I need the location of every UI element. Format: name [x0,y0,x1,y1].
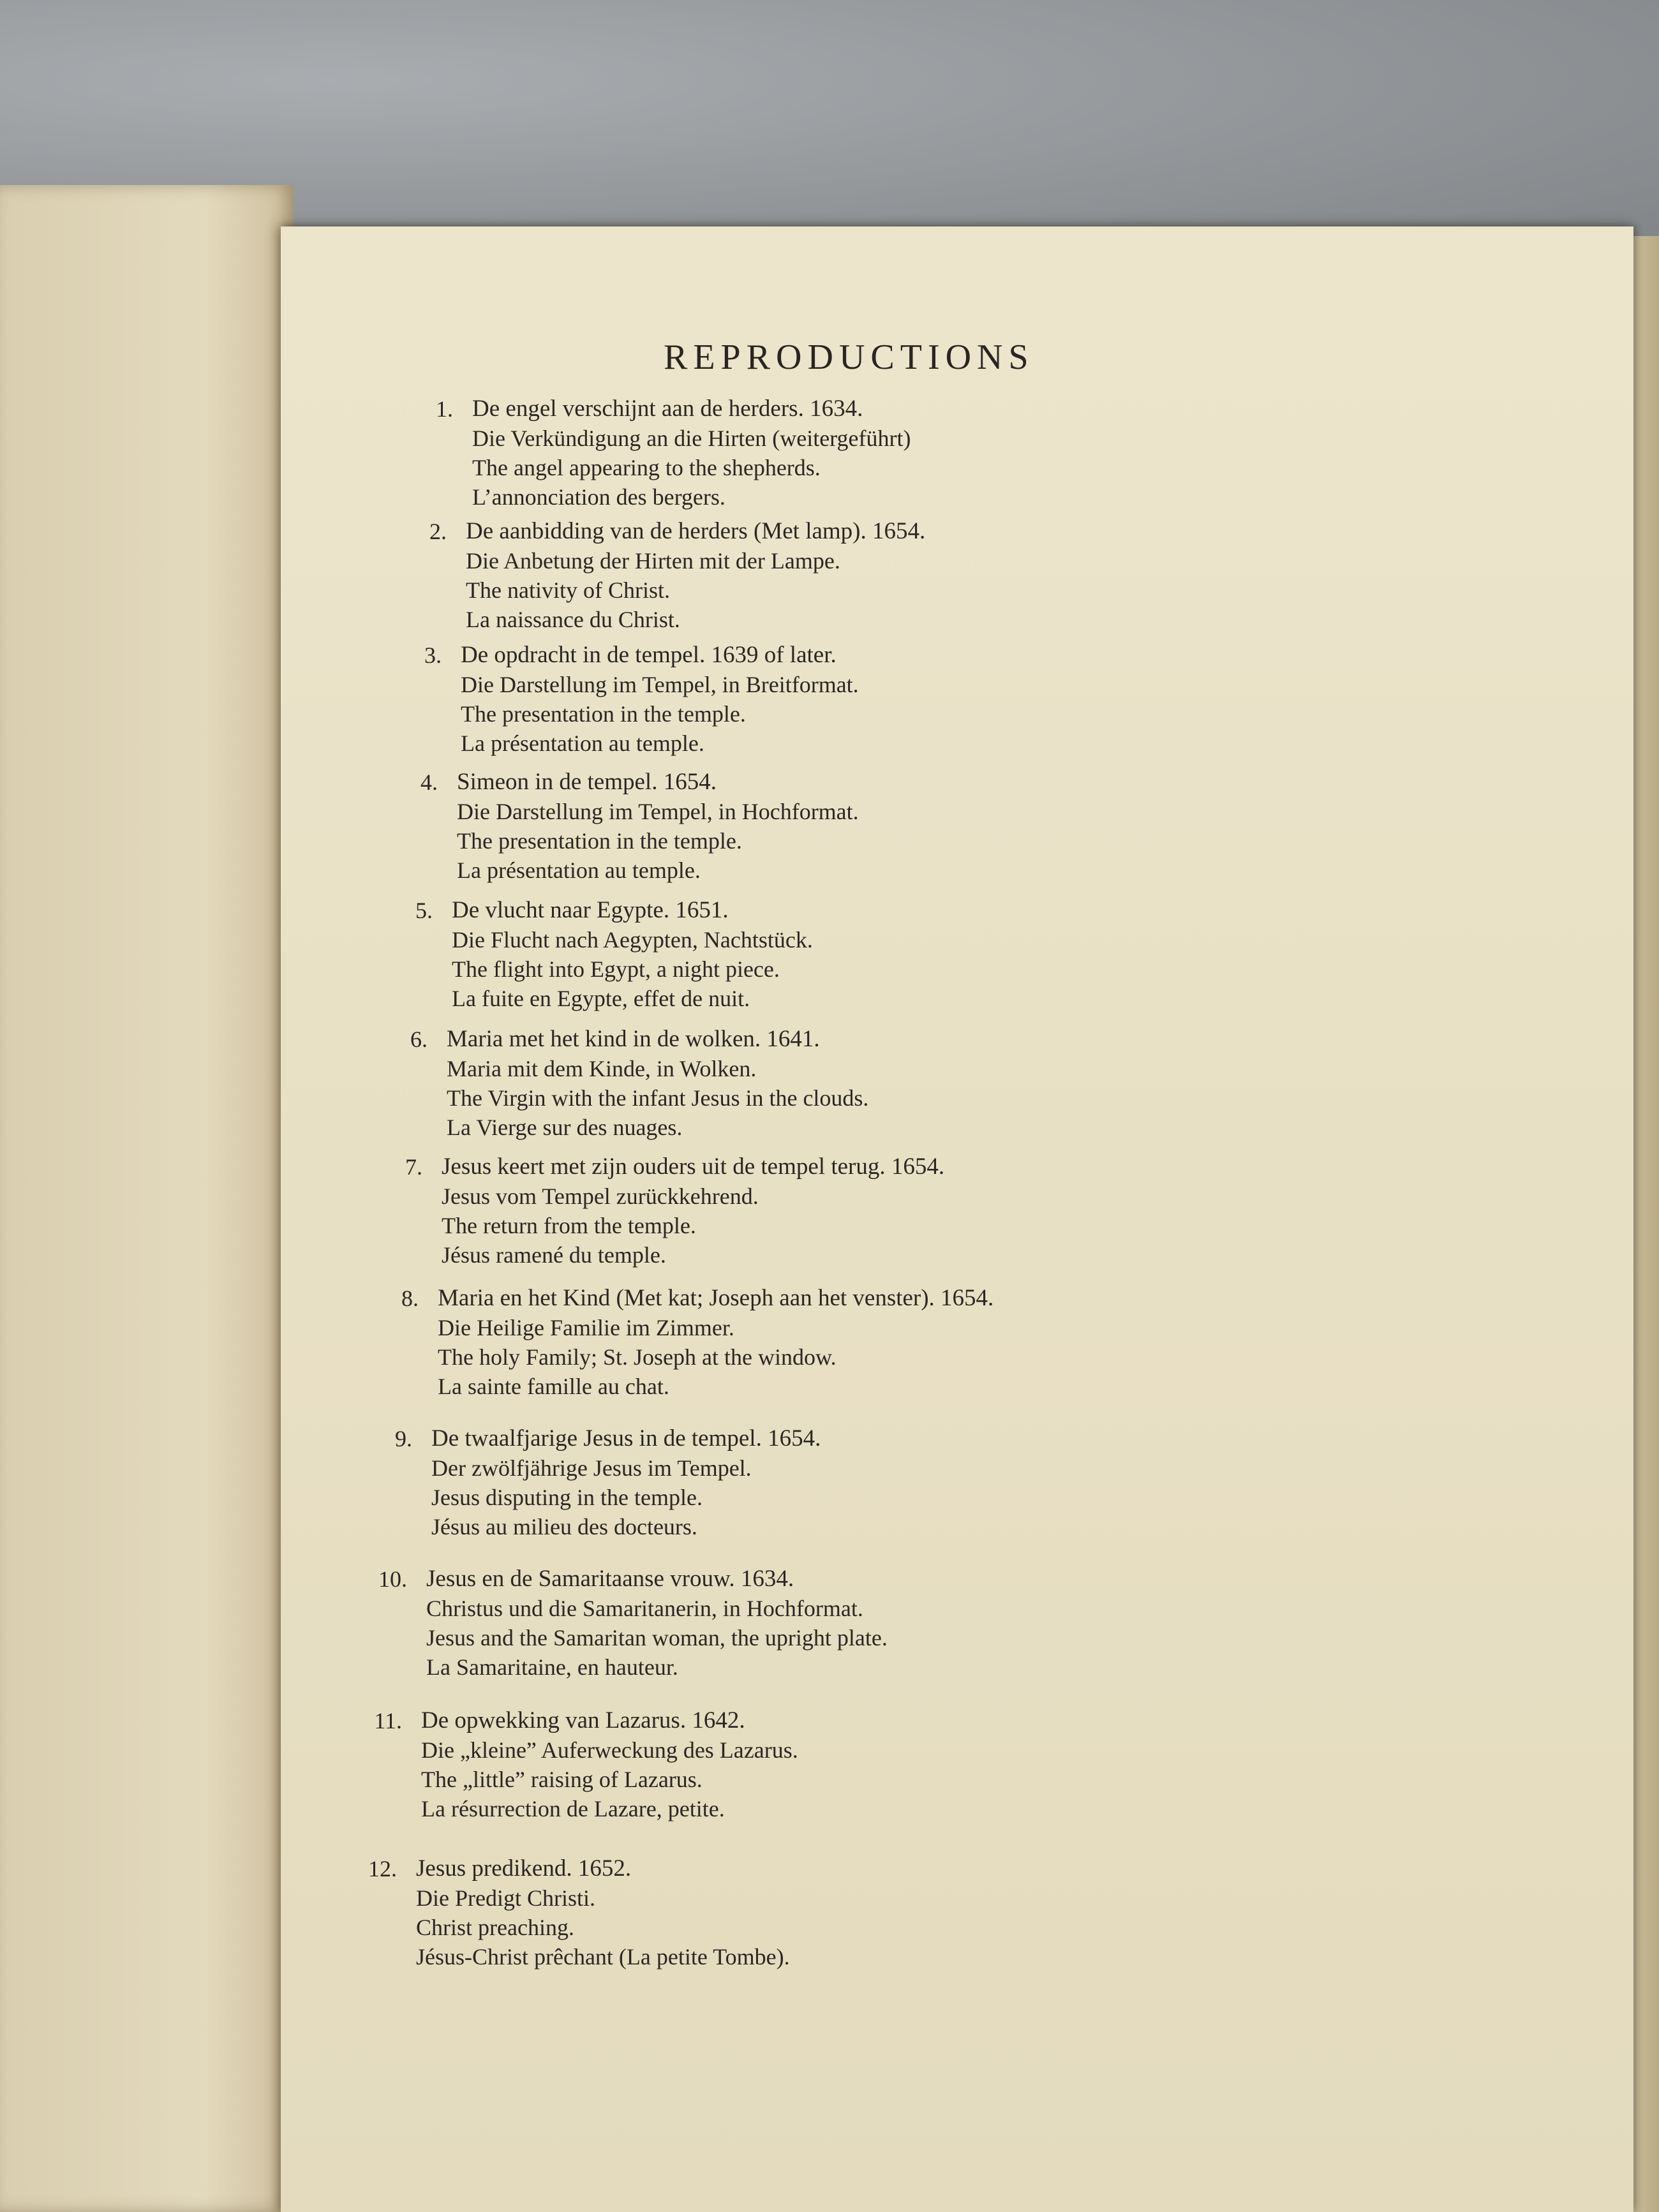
entry-line: De aanbidding van de herders (Met lamp). 1654. [466,518,926,544]
entry-number: 12. [368,1856,397,1882]
entry-number: 4. [420,769,438,795]
entry-line: Jesus and the Samaritan woman, the upright plate. [426,1625,888,1651]
entry-number: 6. [410,1027,428,1052]
entry-line: Die Verkündigung an die Hirten (weitergeführt) [472,426,911,451]
entry-line: Die „kleine” Auferweckung des Lazarus. [421,1737,798,1763]
entry-number: 10. [378,1566,407,1592]
entry-line: De opwekking van Lazarus. 1642. [421,1707,745,1733]
entry-number: 2. [429,519,447,544]
entry-line: La fuite en Egypte, effet de nuit. [452,986,750,1011]
entry-line: La Vierge sur des nuages. [447,1115,683,1140]
entry-line: The flight into Egypt, a night piece. [452,956,780,982]
entry-line: Jésus ramené du temple. [442,1242,666,1268]
entry-line: Maria met het kind in de wolken. 1641. [447,1026,820,1052]
list-item [378,1564,888,1682]
entry-line: Jesus vom Tempel zurückkehrend. [442,1184,759,1209]
entry-number: 8. [401,1286,419,1311]
entry-number: 1. [436,396,453,422]
entry-line: La présentation au temple. [461,731,704,756]
entry-line: De vlucht naar Egypte. 1651. [452,897,729,923]
entry-line: De engel verschijnt aan de herders. 1634. [472,396,863,422]
entry-number: 11. [374,1708,402,1733]
entry-line: Jesus predikend. 1652. [416,1855,632,1882]
entry-line: Die Heilige Familie im Zimmer. [438,1315,734,1340]
list-item [420,768,859,885]
entry-line: Jésus au milieu des docteurs. [431,1514,697,1540]
entry-line: De twaalfjarige Jesus in de tempel. 1654. [431,1425,821,1451]
entry-line: Jésus-Christ prêchant (La petite Tombe). [416,1944,790,1970]
entry-line: The nativity of Christ. [466,577,670,603]
list-item [410,1025,869,1142]
list-item [368,1854,790,1971]
entry-line: Christus und die Samaritanerin, in Hochformat. [426,1596,863,1621]
list-item [415,896,813,1013]
entry-line: The angel appearing to the shepherds. [472,455,821,480]
entry-line: The „little” raising of Lazarus. [421,1767,703,1792]
entry-line: Die Flucht nach Aegypten, Nachtstück. [452,927,813,953]
entry-line: Die Predigt Christi. [416,1885,595,1911]
entry-line: The return from the temple. [442,1213,696,1238]
list-item [374,1706,798,1823]
entry-line: Der zwölfjährige Jesus im Tempel. [431,1455,752,1481]
entry-line: L’annonciation des bergers. [472,484,725,510]
list-item [429,517,926,634]
list-item [436,394,911,512]
entry-line: Jesus keert met zijn ouders uit de tempel terug. 1654. [442,1154,945,1180]
entry-number: 9. [395,1426,412,1451]
entry-line: The Virgin with the infant Jesus in the clouds. [447,1085,869,1111]
left-page [0,185,294,2212]
entry-line: Maria mit dem Kinde, in Wolken. [447,1056,757,1081]
entry-line: Christ preaching. [416,1915,574,1940]
entry-line: Jesus disputing in the temple. [431,1485,703,1510]
entry-line: The presentation in the temple. [461,701,746,727]
entry-line: La présentation au temple. [457,857,701,883]
entry-line: The presentation in the temple. [457,828,742,854]
entry-line: De opdracht in de tempel. 1639 of later. [461,642,837,668]
list-item [405,1152,945,1270]
entry-line: Die Darstellung im Tempel, in Breitformat. [461,672,859,697]
entry-number: 3. [424,642,442,668]
entry-line: La naissance du Christ. [466,607,680,632]
entry-number: 5. [415,898,433,923]
list-item [401,1284,994,1401]
entry-line: Maria en het Kind (Met kat; Joseph aan het venster). 1654. [438,1285,994,1311]
entry-line: Jesus en de Samaritaanse vrouw. 1634. [426,1566,794,1592]
entry-line: La sainte famille au chat. [438,1374,669,1399]
entry-line: The holy Family; St. Joseph at the window. [438,1344,837,1370]
entry-line: Die Darstellung im Tempel, in Hochformat. [457,799,859,824]
entry-line: La Samaritaine, en hauteur. [426,1654,678,1680]
entry-line: La résurrection de Lazare, petite. [421,1796,725,1822]
entry-line: Die Anbetung der Hirten mit der Lampe. [466,548,840,574]
entry-number: 7. [405,1154,422,1180]
list-item [424,641,859,758]
page-title: REPRODUCTIONS [664,338,1034,377]
entry-line: Simeon in de tempel. 1654. [457,769,717,795]
list-item [395,1424,821,1541]
